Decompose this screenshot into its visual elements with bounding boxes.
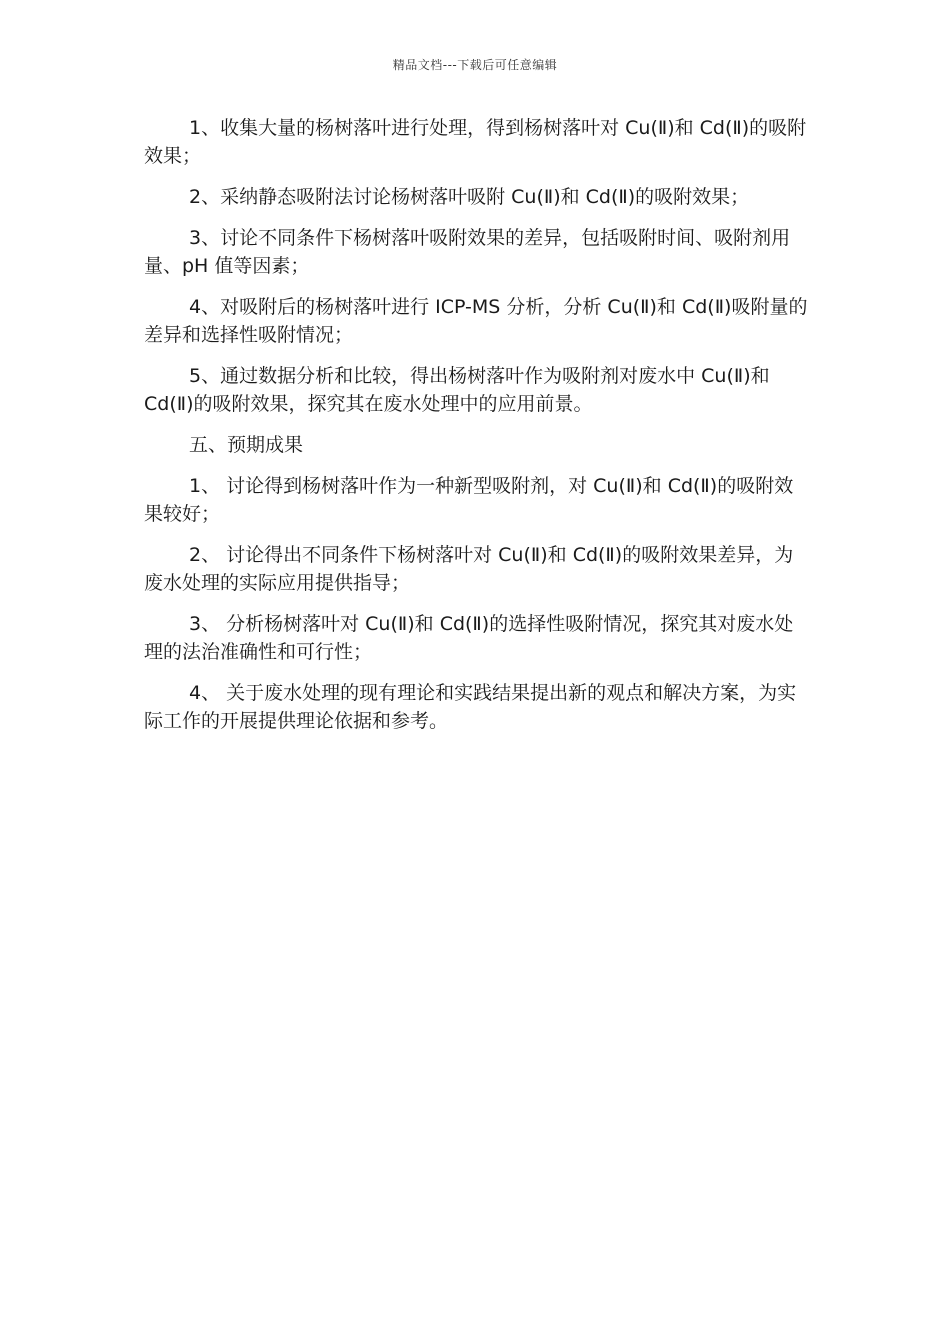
- paragraph-result-3: 3、 分析杨树落叶对 Cu(Ⅱ)和 Cd(Ⅱ)的选择性吸附情况，探究其对废水处理的法治准确性和可行性；: [144, 613, 794, 663]
- page-header: 精品文档---下载后可任意编辑: [392, 58, 558, 72]
- paragraph-method-2: 2、采纳静态吸附法讨论杨树落叶吸附 Cu(Ⅱ)和 Cd(Ⅱ)的吸附效果；: [189, 186, 750, 208]
- paragraph-result-2: 2、 讨论得出不同条件下杨树落叶对 Cu(Ⅱ)和 Cd(Ⅱ)的吸附效果差异，为废水处理的实际应用提供指导；: [144, 544, 794, 594]
- section-heading-expected-results: 五、预期成果: [189, 434, 304, 456]
- paragraph-method-1: 1、收集大量的杨树落叶进行处理，得到杨树落叶对 Cu(Ⅱ)和 Cd(Ⅱ)的吸附效果；: [144, 117, 807, 167]
- paragraph-method-4: 4、对吸附后的杨树落叶进行 ICP-MS 分析，分析 Cu(Ⅱ)和 Cd(Ⅱ)吸附量的差异和选择性吸附情况；: [144, 296, 808, 346]
- paragraph-method-3: 3、讨论不同条件下杨树落叶吸附效果的差异，包括吸附时间、吸附剂用量、pH 值等因素；: [144, 227, 791, 277]
- paragraph-result-1: 1、 讨论得到杨树落叶作为一种新型吸附剂，对 Cu(Ⅱ)和 Cd(Ⅱ)的吸附效果较好；: [144, 475, 794, 525]
- paragraph-method-5: 5、通过数据分析和比较，得出杨树落叶作为吸附剂对废水中 Cu(Ⅱ)和 Cd(Ⅱ)的吸附效果，探究其在废水处理中的应用前景。: [144, 365, 770, 415]
- document-body: [144, 114, 812, 748]
- paragraph-result-4: 4、 关于废水处理的现有理论和实践结果提出新的观点和解决方案，为实际工作的开展提供理论依据和参考。: [144, 682, 797, 732]
